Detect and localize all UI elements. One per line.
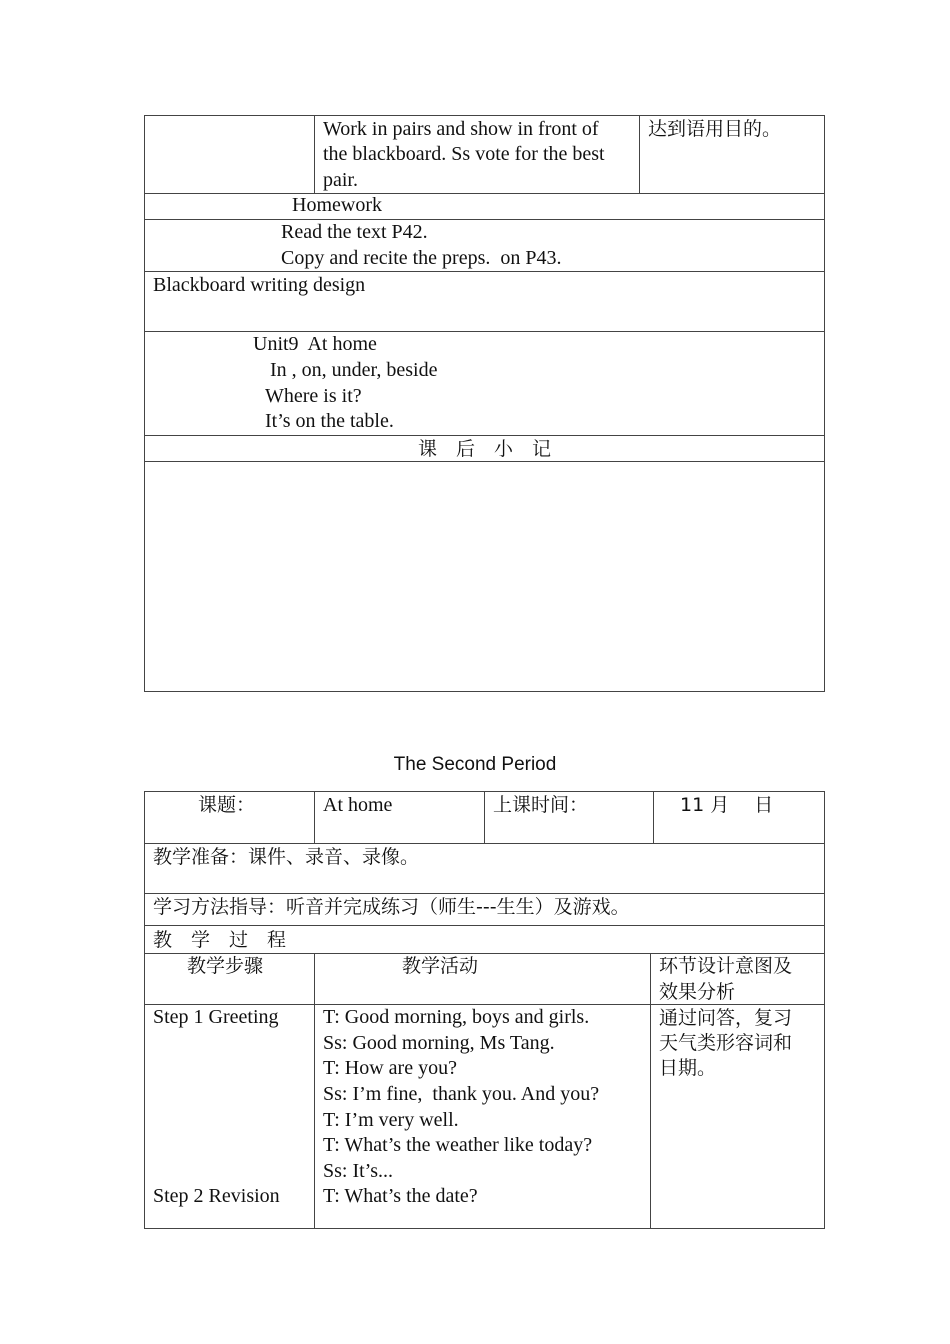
activity-line: T: How are you? bbox=[323, 1057, 457, 1079]
step-label: Step 2 Revision bbox=[153, 1185, 280, 1207]
blackboard-line: In , on, under, beside bbox=[270, 359, 438, 381]
purpose-line: 天气类形容词和 bbox=[659, 1032, 793, 1054]
time-label: 上课时间： bbox=[493, 794, 589, 816]
table-border bbox=[653, 791, 654, 843]
table-border bbox=[314, 115, 315, 193]
activity-line: Ss: It’s... bbox=[323, 1160, 394, 1182]
table-border bbox=[144, 435, 825, 436]
blackboard-line: Where is it? bbox=[265, 385, 362, 407]
method-text: 学习方法指导：听音并完成练习（师生---生生）及游戏。 bbox=[153, 896, 630, 918]
blackboard-line: It’s on the table. bbox=[265, 410, 394, 432]
table-border bbox=[144, 691, 825, 692]
column-header-steps: 教学步骤 bbox=[187, 955, 264, 977]
table-border bbox=[144, 893, 825, 894]
table-border bbox=[144, 925, 825, 926]
topic-label: 课题： bbox=[198, 794, 256, 816]
column-header-purpose: 环节设计意图及 bbox=[659, 955, 793, 977]
table-border bbox=[484, 791, 485, 843]
table-border bbox=[824, 115, 825, 692]
topic-value: At home bbox=[323, 794, 393, 816]
column-header-purpose: 效果分析 bbox=[659, 981, 736, 1003]
table-border bbox=[650, 953, 651, 1228]
homework-item: Copy and recite the preps. on P43. bbox=[281, 247, 562, 269]
table-border bbox=[144, 331, 825, 332]
table-border bbox=[144, 115, 145, 692]
homework-heading: Homework bbox=[292, 194, 382, 216]
homework-item: Read the text P42. bbox=[281, 221, 428, 243]
activity-line: T: What’s the weather like today? bbox=[323, 1134, 593, 1156]
table-border bbox=[144, 791, 145, 1229]
activity-line: Work in pairs and show in front of bbox=[323, 118, 599, 140]
table-border bbox=[144, 115, 825, 116]
activity-line: Ss: I’m fine, thank you. And you? bbox=[323, 1083, 600, 1105]
preparation-text: 教学准备：课件、录音、录像。 bbox=[153, 846, 420, 868]
column-header-activities: 教学活动 bbox=[402, 955, 479, 977]
section-title: The Second Period bbox=[393, 754, 557, 775]
process-heading: 教 学 过 程 bbox=[153, 929, 287, 951]
activity-line: T: Good morning, boys and girls. bbox=[323, 1006, 590, 1028]
purpose-text: 达到语用目的。 bbox=[648, 118, 782, 140]
purpose-line: 通过问答，复习 bbox=[659, 1007, 793, 1029]
table-border bbox=[144, 193, 825, 194]
table-border bbox=[144, 843, 825, 844]
table-border bbox=[639, 115, 640, 193]
blackboard-heading: Blackboard writing design bbox=[153, 274, 366, 296]
table-border bbox=[144, 219, 825, 220]
table-border bbox=[144, 1228, 825, 1229]
table-border bbox=[314, 953, 315, 1228]
blackboard-line: Unit9 At home bbox=[253, 333, 377, 355]
activity-line: pair. bbox=[323, 169, 358, 191]
activity-line: Ss: Good morning, Ms Tang. bbox=[323, 1032, 555, 1054]
activity-line: the blackboard. Ss vote for the best bbox=[323, 143, 605, 165]
step-label: Step 1 Greeting bbox=[153, 1006, 279, 1028]
activity-line: T: What’s the date? bbox=[323, 1185, 478, 1207]
purpose-line: 日期。 bbox=[659, 1057, 717, 1079]
notes-heading: 课 后 小 记 bbox=[417, 438, 551, 460]
table-border bbox=[824, 791, 825, 1229]
activity-line: T: I’m very well. bbox=[323, 1109, 459, 1131]
table-border bbox=[314, 791, 315, 843]
date-value: 11 月 日 bbox=[680, 794, 774, 816]
